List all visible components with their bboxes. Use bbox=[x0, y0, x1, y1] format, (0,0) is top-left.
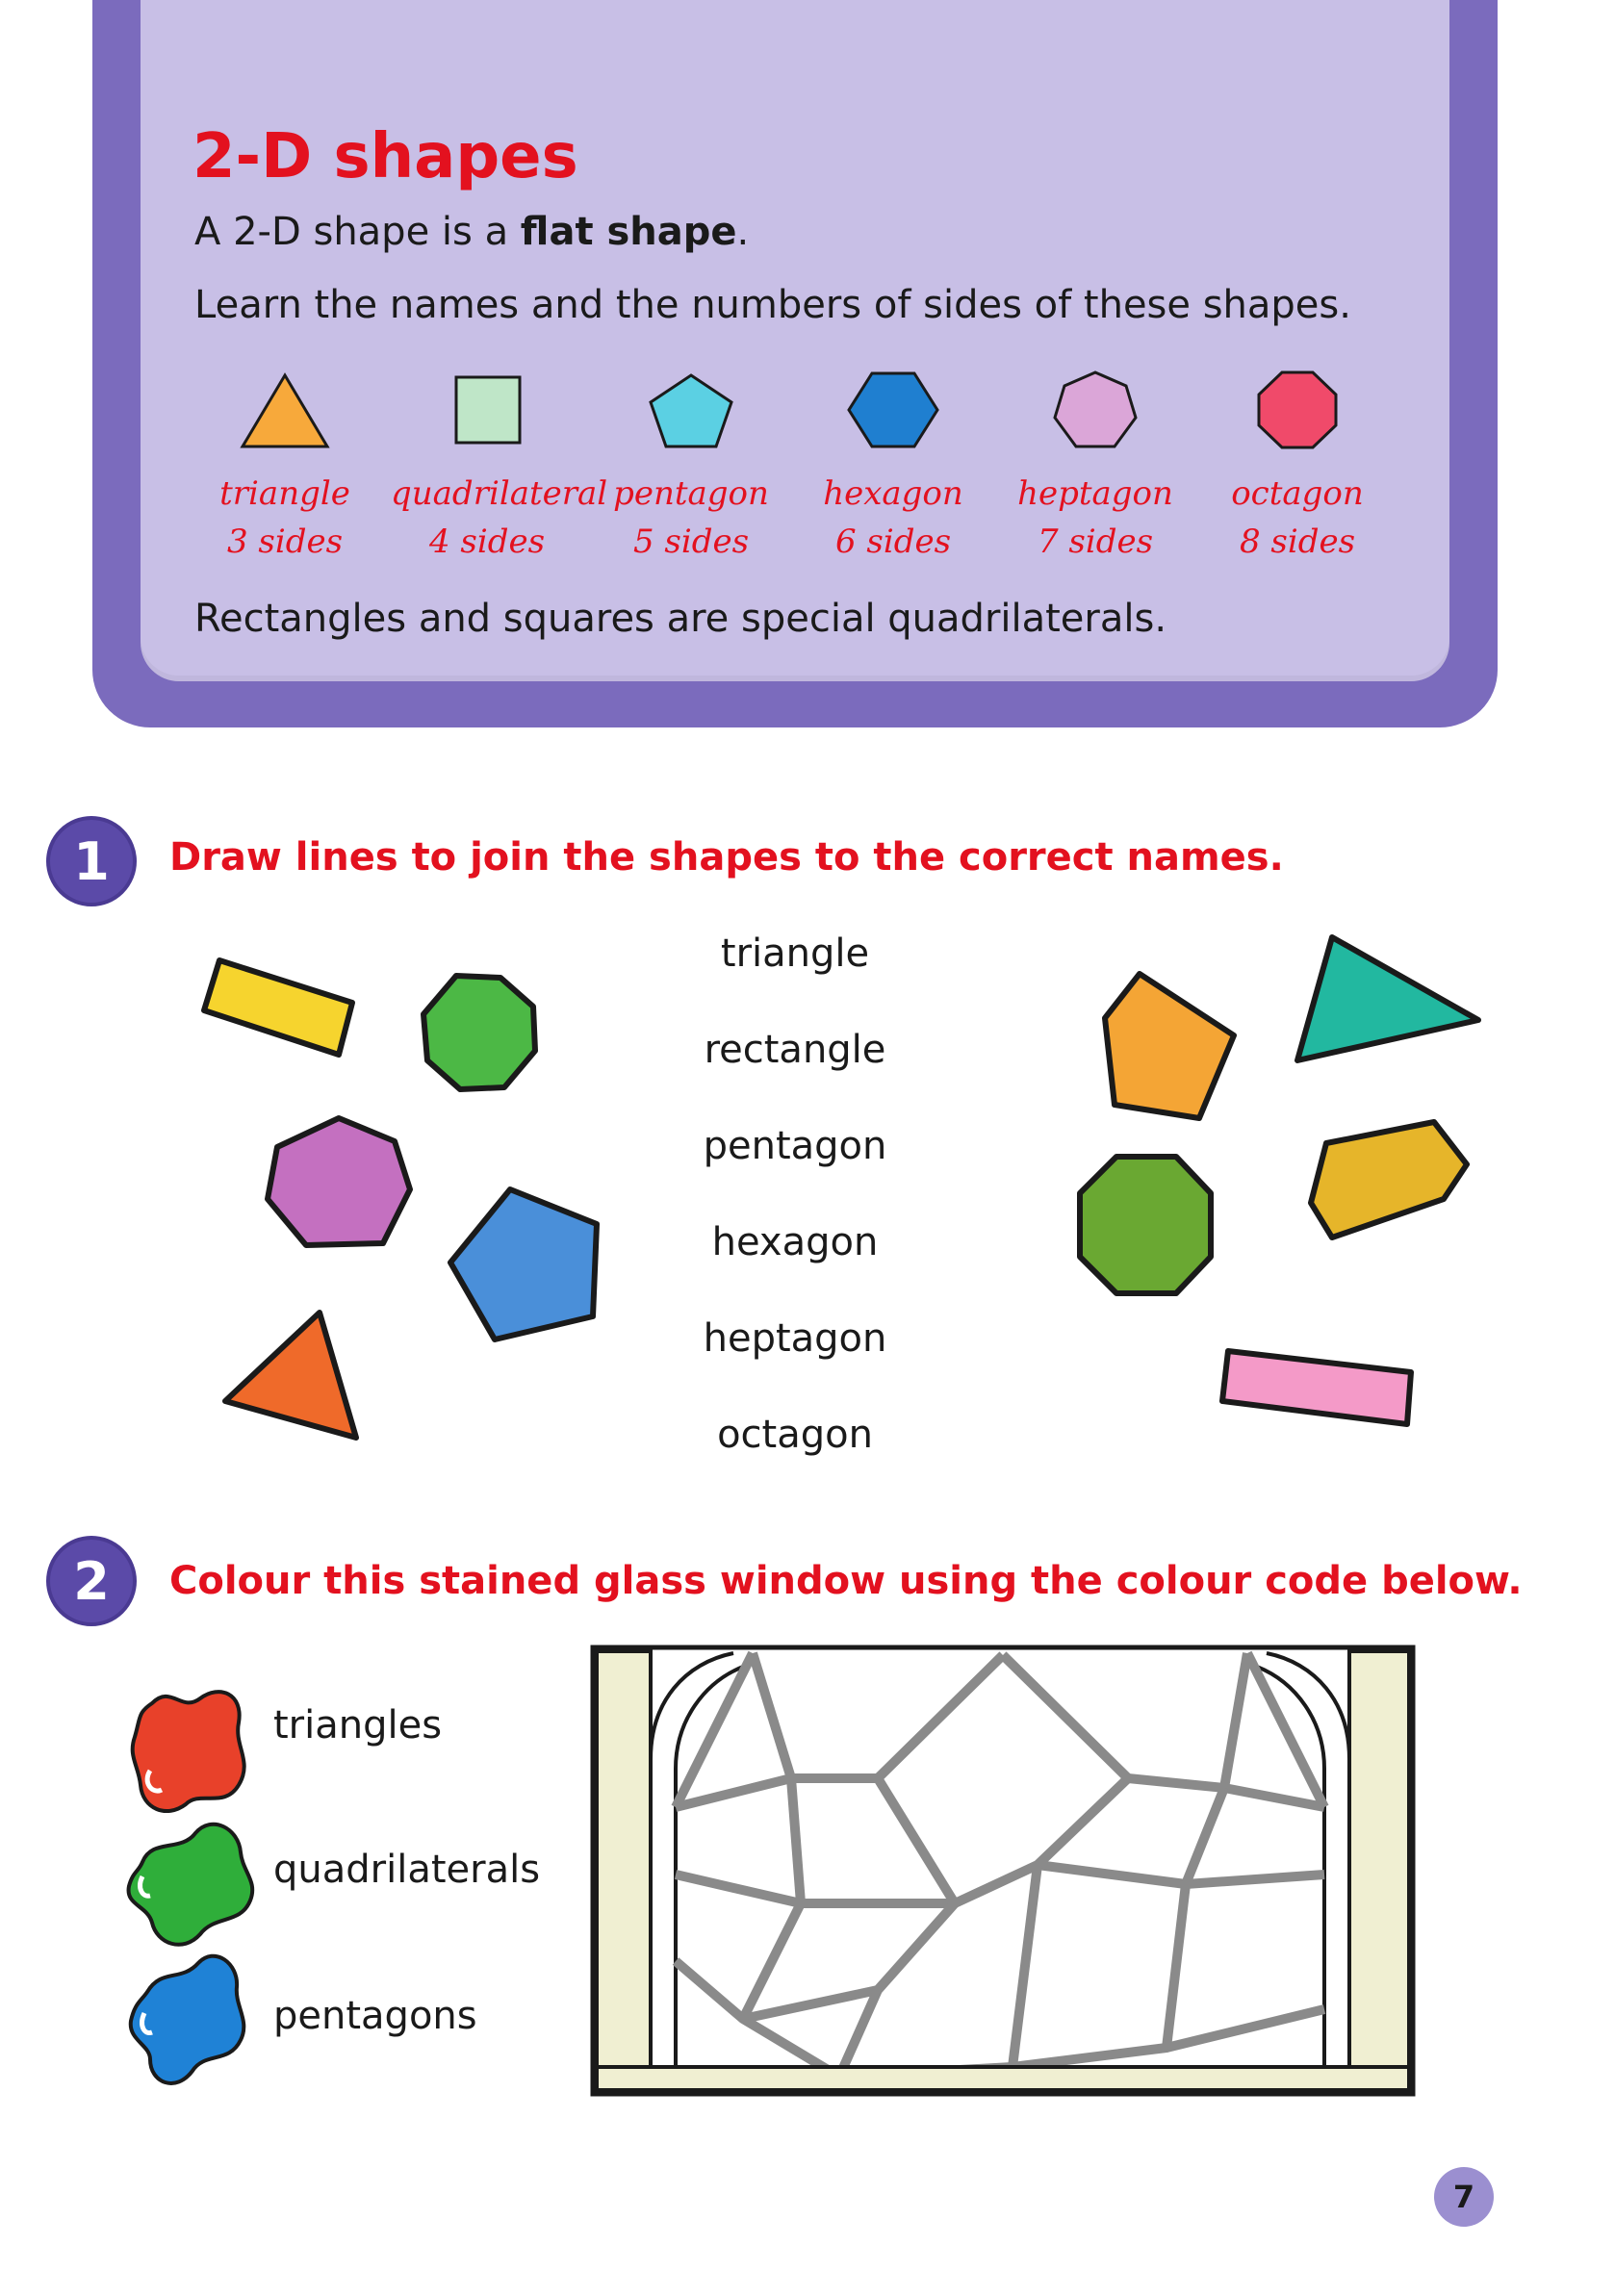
match-word[interactable]: hexagon bbox=[711, 1220, 879, 1264]
shape-name: octagon bbox=[1231, 474, 1364, 513]
info-box bbox=[141, 0, 1449, 681]
match-word[interactable]: octagon bbox=[717, 1413, 873, 1457]
definition-suffix: . bbox=[736, 210, 750, 254]
heptagon-icon bbox=[1047, 370, 1143, 450]
question-instruction: Colour this stained glass window using the colour code below. bbox=[169, 1559, 1523, 1603]
shape-sides: 3 sides bbox=[226, 523, 344, 561]
shape-name: quadrilateral bbox=[391, 474, 608, 513]
green-octagon-large-shape[interactable] bbox=[1080, 1157, 1211, 1293]
question-number-badge: 1 bbox=[46, 816, 137, 906]
legend-label-triangles: triangles bbox=[273, 1703, 443, 1748]
definition-bold: flat shape bbox=[520, 210, 737, 254]
red-paint-blob-icon bbox=[133, 1692, 244, 1811]
shape-sides: 8 sides bbox=[1239, 523, 1356, 561]
blue-paint-blob-icon bbox=[131, 1956, 244, 2083]
shape-name: hexagon bbox=[823, 474, 963, 513]
pink-rectangle-shape[interactable] bbox=[1222, 1351, 1411, 1424]
question-number-badge: 2 bbox=[46, 1536, 137, 1626]
shape-sides: 7 sides bbox=[1037, 523, 1154, 561]
shape-card-hexagon bbox=[797, 370, 989, 566]
green-paint-blob-icon bbox=[129, 1824, 253, 1945]
triangle-icon bbox=[237, 370, 333, 450]
gold-hexagon-shape[interactable] bbox=[1311, 1122, 1467, 1237]
shape-card-triangle bbox=[189, 370, 381, 566]
colour-legend-blobs bbox=[123, 1674, 258, 2107]
match-word[interactable]: rectangle bbox=[704, 1028, 886, 1072]
matching-shapes bbox=[0, 905, 1615, 1482]
purple-heptagon-shape[interactable] bbox=[268, 1118, 410, 1245]
yellow-rectangle-shape[interactable] bbox=[204, 960, 352, 1055]
question-instruction: Draw lines to join the shapes to the correct names. bbox=[169, 835, 1284, 880]
note-text: Rectangles and squares are special quadrilaterals. bbox=[194, 597, 1167, 641]
pentagon-icon bbox=[643, 370, 739, 450]
shape-name: heptagon bbox=[1017, 474, 1173, 513]
definition-prefix: A 2-D shape is a bbox=[194, 210, 521, 254]
green-octagon-shape[interactable] bbox=[423, 976, 535, 1089]
shape-name: triangle bbox=[219, 474, 350, 513]
shape-sides: 5 sides bbox=[632, 523, 750, 561]
square-icon bbox=[439, 370, 535, 450]
stained-glass-window[interactable] bbox=[589, 1644, 1417, 2098]
match-word[interactable]: heptagon bbox=[703, 1316, 887, 1361]
instruction-text: Learn the names and the numbers of sides of these shapes. bbox=[194, 283, 1351, 327]
match-word[interactable]: pentagon bbox=[703, 1124, 887, 1168]
section-title: 2-D shapes bbox=[192, 121, 578, 192]
shape-card-quadrilateral bbox=[391, 370, 608, 566]
definition-text bbox=[194, 210, 749, 254]
shape-sides: 6 sides bbox=[834, 523, 952, 561]
hexagon-icon bbox=[845, 370, 941, 450]
legend-label-pentagons: pentagons bbox=[273, 1994, 477, 2038]
shape-card-pentagon bbox=[595, 370, 787, 566]
octagon-icon bbox=[1249, 370, 1346, 450]
match-word[interactable]: triangle bbox=[720, 931, 870, 976]
shape-sides: 4 sides bbox=[428, 523, 546, 561]
legend-label-quadrilaterals: quadrilaterals bbox=[273, 1848, 541, 1892]
blue-pentagon-shape[interactable] bbox=[450, 1189, 597, 1339]
shape-card-heptagon bbox=[999, 370, 1192, 566]
shape-name: pentagon bbox=[613, 474, 769, 513]
teal-triangle-shape[interactable] bbox=[1297, 937, 1478, 1060]
orange-triangle-shape[interactable] bbox=[225, 1313, 356, 1438]
orange-pentagon-shape[interactable] bbox=[1105, 974, 1234, 1118]
shape-card-octagon bbox=[1201, 370, 1394, 566]
page-number: 7 bbox=[1434, 2167, 1494, 2227]
